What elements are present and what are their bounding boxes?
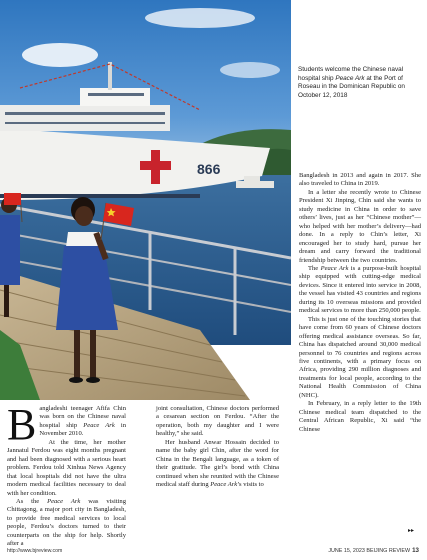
paragraph: In a letter she recently wrote to Chinese President Xi Jinping, Chin said she wants to study medicine in China in order to save others’ lives, just as her “Chinese mother”—who helped with her mother’s delivery—had done. In a reply to Chin’s letter, Xi encouraged her to study hard, pursue her dream and carry forward the traditional friendship between the two countries. — [299, 188, 421, 264]
student-leg — [90, 330, 96, 378]
ship-windows — [5, 112, 165, 115]
paragraph: joint consultation, Chinese doctors performed a cesarean section on Ferdou. “After the operation, both my daughter and I were healthy,” she said. — [156, 405, 279, 438]
page-number: 13 — [412, 547, 419, 554]
cloud — [220, 62, 280, 78]
paragraph: In February, in a reply letter to the 19th Chinese medical team dispatched to the Central African Republic, Xi said “the Chinese — [299, 400, 421, 433]
ship-waterline — [0, 194, 200, 198]
hull-number: 866 — [197, 161, 221, 177]
article-right-column — [299, 172, 421, 434]
ship-windows — [88, 93, 144, 96]
paragraph: Her husband Anwar Hossain decided to name the baby girl Chin, after the word for China in the Bengali language, as a token of their gratitude. The girl’s bond with China continued when she reunited with the Chinese medical staff during Peace Ark’s visits to — [156, 438, 279, 489]
student-left-leg — [4, 285, 9, 317]
photo-illustration — [0, 0, 291, 400]
paragraph: This is just one of the touching stories that have come from 60 years of Chinese doctors offering medical assistance overseas. So far, China has dispatched around 30,000 medical personnel to 76 countries and regions across five continents, with a primary focus on Africa, providing 290 million diagnoses and treatments for local people, according to the National Health Commission of China (NHC). — [299, 315, 421, 399]
student-face — [75, 206, 93, 226]
footer-website[interactable]: http://www.bjreview.com — [7, 548, 63, 554]
paragraph: As the Peace Ark was visiting Chittagong, a major port city in Bangladesh, to provide free medical services to local people, Ferdou’s doctors turned to their counterparts on the ship for help. Shortly after a — [7, 497, 126, 548]
small-boat — [236, 181, 274, 188]
photo-caption — [298, 66, 422, 100]
ship-superstructure — [0, 105, 170, 131]
flag-china-small — [4, 193, 21, 205]
paragraph: Bangladesh in 2013 and again in 2017. She also traveled to China in 2019. — [299, 172, 421, 188]
caption-text: Students welcome the Chinese naval hospital ship Peace Ark at the Port of Roseau in the Dominican Republic on October 12, 2018 — [298, 66, 405, 99]
paragraph: At the time, her mother Jannatul Ferdou was eight months pregnant and had been diagnosed with a serious heart problem. Ferdou told Xinhua News Agency that local hospitals did not have the ultra modern medical facilities necessary to deal with her condition. — [7, 438, 126, 497]
red-cross-horizontal — [140, 161, 171, 170]
student-left-body — [0, 215, 20, 285]
article-column-2 — [156, 405, 279, 490]
article-column-1 — [7, 400, 126, 549]
ship-windows — [5, 122, 165, 124]
lead-paragraph: Bangladeshi teenager Afifa Chin was born on the Chinese naval hospital ship Peace Ark in November 2010. — [7, 400, 126, 449]
paragraph: The Peace Ark is a purpose-built hospital ship equipped with cutting-edge medical devices. Since it entered into service in 2008, the vessel has visited 43 countries and regions during its 10 overseas missions and provided medical services to more than 250,000 people. — [299, 264, 421, 315]
student-shoe — [69, 377, 83, 383]
ship-mast — [108, 62, 112, 90]
student-shoe — [86, 377, 100, 383]
small-boat-cabin — [244, 176, 260, 182]
drop-cap: B — [7, 400, 37, 449]
ship-bridge — [80, 88, 150, 106]
hospital-ship-photo — [0, 0, 291, 400]
cloud — [22, 43, 98, 67]
continue-arrow-icon: ▸▸ — [408, 527, 415, 534]
cloud — [145, 8, 255, 28]
footer-issue: JUNE 15, 2023 BEIJING REVIEW 13 — [328, 547, 419, 554]
student-leg — [74, 330, 80, 378]
